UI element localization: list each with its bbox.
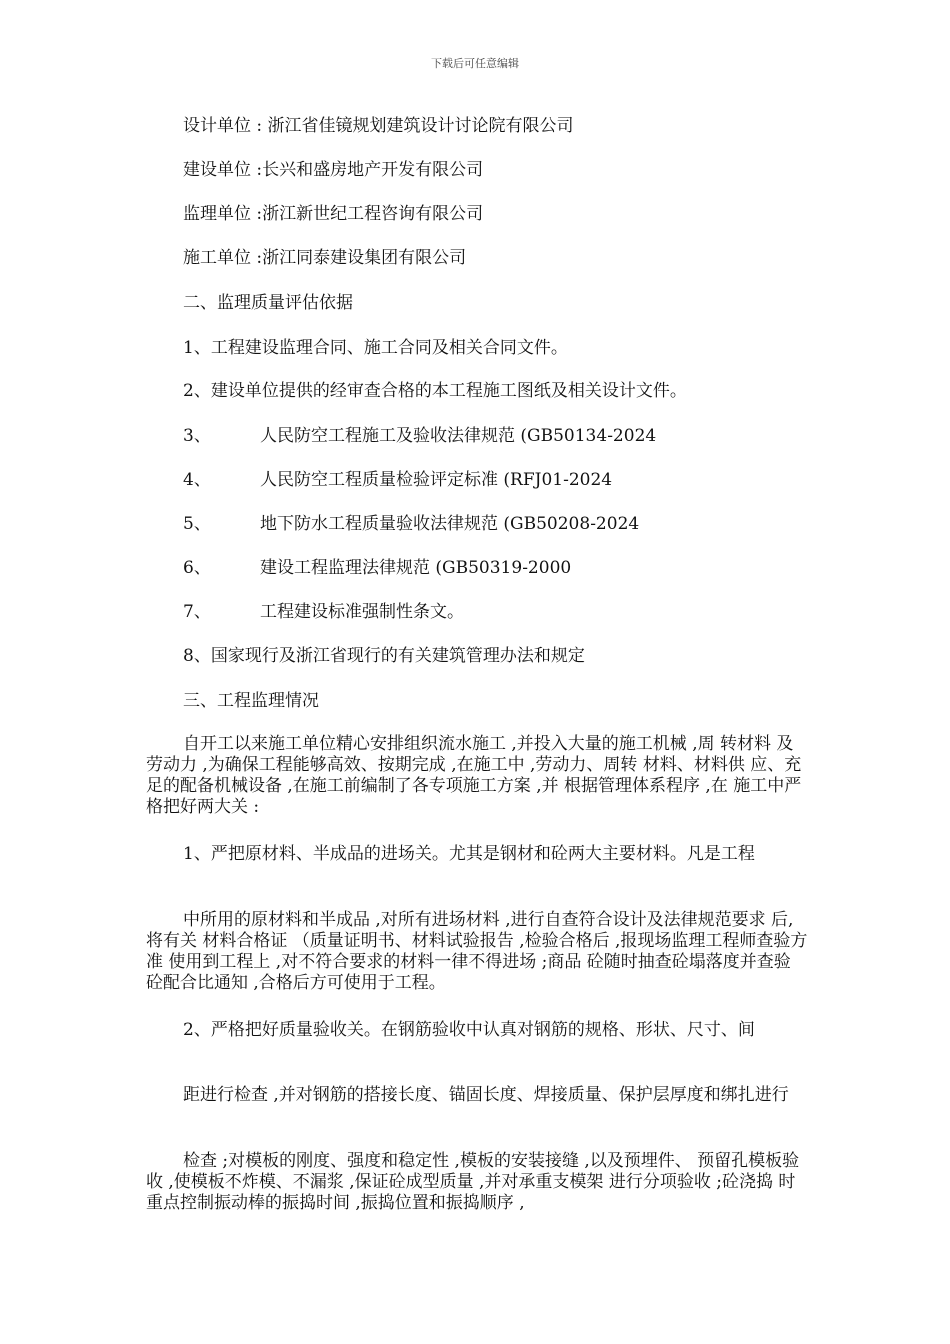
body-paragraph: 2、严格把好质量验收关。在钢筋验收中认真对钢筋的规格、形状、尺寸、间 xyxy=(183,1020,755,1040)
item-text: 建设工程监理法律规范 (GB50319-2000 xyxy=(260,558,572,578)
item-text: 人民防空工程施工及验收法律规范 (GB50134-2024 xyxy=(260,426,657,446)
body-paragraph: 检查 ;对模板的刚度、强度和稳定性 ,模板的安装接缝 ,以及预埋件、 预留孔模板验 收 ,使模板不炸模、不漏浆 ,保证砼成型质量 ,并对承重支模架 进行分项验收 ;砼浇捣 时重点控制振动棒的振捣时间 ,振捣位置和振捣顺序 , xyxy=(146,1151,800,1213)
page-header: 下载后可任意编辑 xyxy=(431,57,519,70)
item-number: 4、 xyxy=(183,470,211,490)
item-number: 5、 xyxy=(183,514,211,534)
basis-item xyxy=(183,425,656,447)
item-number: 7、 xyxy=(183,602,211,622)
basis-item xyxy=(183,601,464,623)
design-unit-line: 设计单位 : 浙江省佳镜规划建筑设计讨论院有限公司 xyxy=(183,116,574,136)
basis-item: 2、建设单位提供的经审查合格的本工程施工图纸及相关设计文件。 xyxy=(183,381,687,401)
item-text: 工程建设标准强制性条文。 xyxy=(260,602,464,622)
body-paragraph: 1、严把原材料、半成品的进场关。尤其是钢材和砼两大主要材料。凡是工程 xyxy=(183,844,755,864)
builder-unit-line: 施工单位 :浙江同泰建设集团有限公司 xyxy=(183,248,467,268)
basis-item xyxy=(183,557,571,579)
item-number: 6、 xyxy=(183,558,211,578)
basis-item xyxy=(183,513,639,535)
body-paragraph: 自开工以来施工单位精心安排组织流水施工 ,并投入大量的施工机械 ,周 转材料 及劳动力 ,为确保工程能够高效、按期完成 ,在施工中 ,劳动力、周转 材料、材料供 应、充足的配备机械设备 ,在施工前编制了各专项施工方案 ,并 根据管理体系程序 ,在 施工中严格把好两大关 : xyxy=(146,734,802,817)
section-heading: 二、监理质量评估依据 xyxy=(183,293,353,313)
basis-item: 8、国家现行及浙江省现行的有关建筑管理办法和规定 xyxy=(183,646,585,666)
basis-item xyxy=(183,469,612,491)
item-text: 地下防水工程质量验收法律规范 (GB50208-2024 xyxy=(260,514,640,534)
construction-owner-line: 建设单位 :长兴和盛房地产开发有限公司 xyxy=(183,160,484,180)
supervision-unit-line: 监理单位 :浙江新世纪工程咨询有限公司 xyxy=(183,204,484,224)
item-text: 人民防空工程质量检验评定标准 (RFJ01-2024 xyxy=(260,470,613,490)
body-paragraph: 中所用的原材料和半成品 ,对所有进场材料 ,进行自查符合设计及法律规范要求 后,将有关 材料合格证 （质量证明书、材料试验报告 ,检验合格后 ,报现场监理工程师查验方准 使用到工程上 ,对不符合要求的材料一律不得进场 ;商品 砼随时抽查砼塌落度并查验 砼配合比通知 ,合格后方可使用于工程。 xyxy=(146,910,808,993)
item-number: 3、 xyxy=(183,426,211,446)
section-heading: 三、工程监理情况 xyxy=(183,691,319,711)
body-paragraph: 距进行检查 ,并对钢筋的搭接长度、锚固长度、焊接质量、保护层厚度和绑扎进行 xyxy=(183,1085,789,1105)
basis-item: 1、工程建设监理合同、施工合同及相关合同文件。 xyxy=(183,338,568,358)
